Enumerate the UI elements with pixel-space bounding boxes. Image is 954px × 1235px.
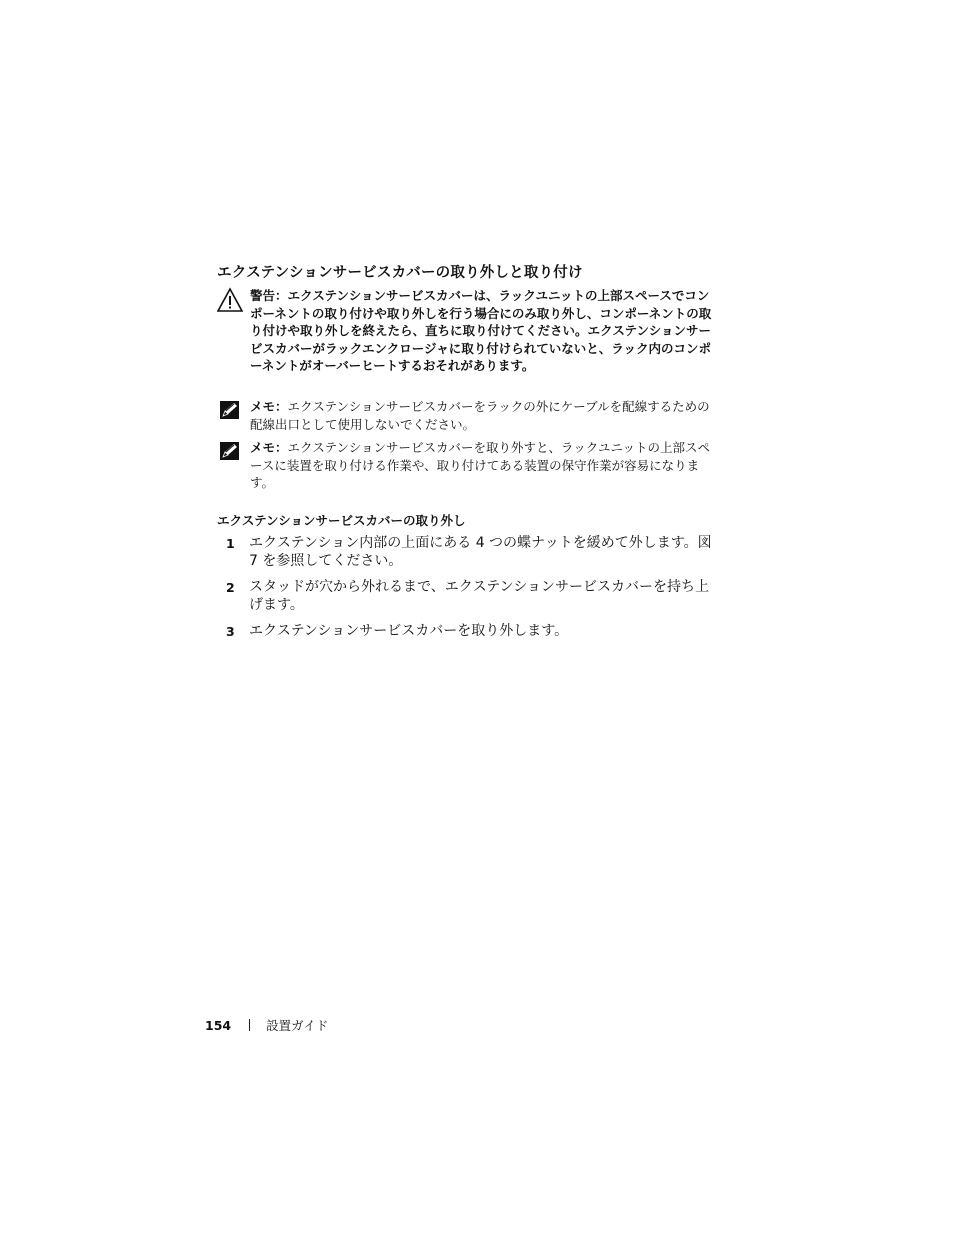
- note-1-body: エクステンションサービスカバーをラックの外にケーブルを配線するための配線出口として使用しないでください。: [250, 399, 710, 432]
- note-pencil-icon: [217, 398, 243, 424]
- removal-steps: [217, 535, 717, 650]
- note-2-body: エクステンションサービスカバーを取り外すと、ラックユニットの上部スペースに装置を取り付ける作業や、取り付けてある装置の保守作業が容易になります。: [250, 440, 710, 490]
- step-text: エクステンション内部の上面にある 4 つの蝶ナットを緩めて外します。図 7 を参照してください。: [249, 535, 712, 569]
- note-2-text: [250, 439, 717, 492]
- step-number: 1: [226, 536, 235, 551]
- note-1: [217, 398, 717, 433]
- step-item: [217, 535, 717, 570]
- footer-separator: [249, 1019, 250, 1031]
- note-pencil-icon: [217, 439, 243, 465]
- warning-notice: [217, 287, 717, 375]
- note-2-label: メモ：: [250, 440, 288, 455]
- warning-label: 警告：: [250, 288, 288, 303]
- step-item: [217, 579, 717, 614]
- step-number: 3: [226, 624, 235, 639]
- warning-triangle-icon: [217, 287, 243, 313]
- step-number: 2: [226, 580, 235, 595]
- note-2: [217, 439, 717, 492]
- removal-title: エクステンションサービスカバーの取り外し: [217, 513, 466, 528]
- section-title: エクステンションサービスカバーの取り外しと取り付け: [217, 265, 583, 281]
- warning-text: [250, 287, 717, 375]
- step-item: [217, 623, 717, 641]
- page-number: 154: [205, 1018, 232, 1033]
- note-1-label: メモ：: [250, 399, 288, 414]
- warning-body: エクステンションサービスカバーは、ラックユニットの上部スペースでコンポーネントの取り付けや取り外しを行う場合にのみ取り外し、コンポーネントの取り付けや取り外しを終えたら、直ちに取り付けてください。エクステンションサービスカバーがラックエンクロージャに取り付けられていないと、ラック内のコンポーネントがオーバーヒートするおそれがあります。: [250, 288, 712, 373]
- page-footer: [205, 1016, 328, 1034]
- note-1-text: [250, 398, 717, 433]
- step-text: エクステンションサービスカバーを取り外します。: [249, 623, 569, 639]
- step-text: スタッドが穴から外れるまで、エクステンションサービスカバーを持ち上げます。: [249, 579, 709, 613]
- doc-title: 設置ガイド: [266, 1018, 329, 1033]
